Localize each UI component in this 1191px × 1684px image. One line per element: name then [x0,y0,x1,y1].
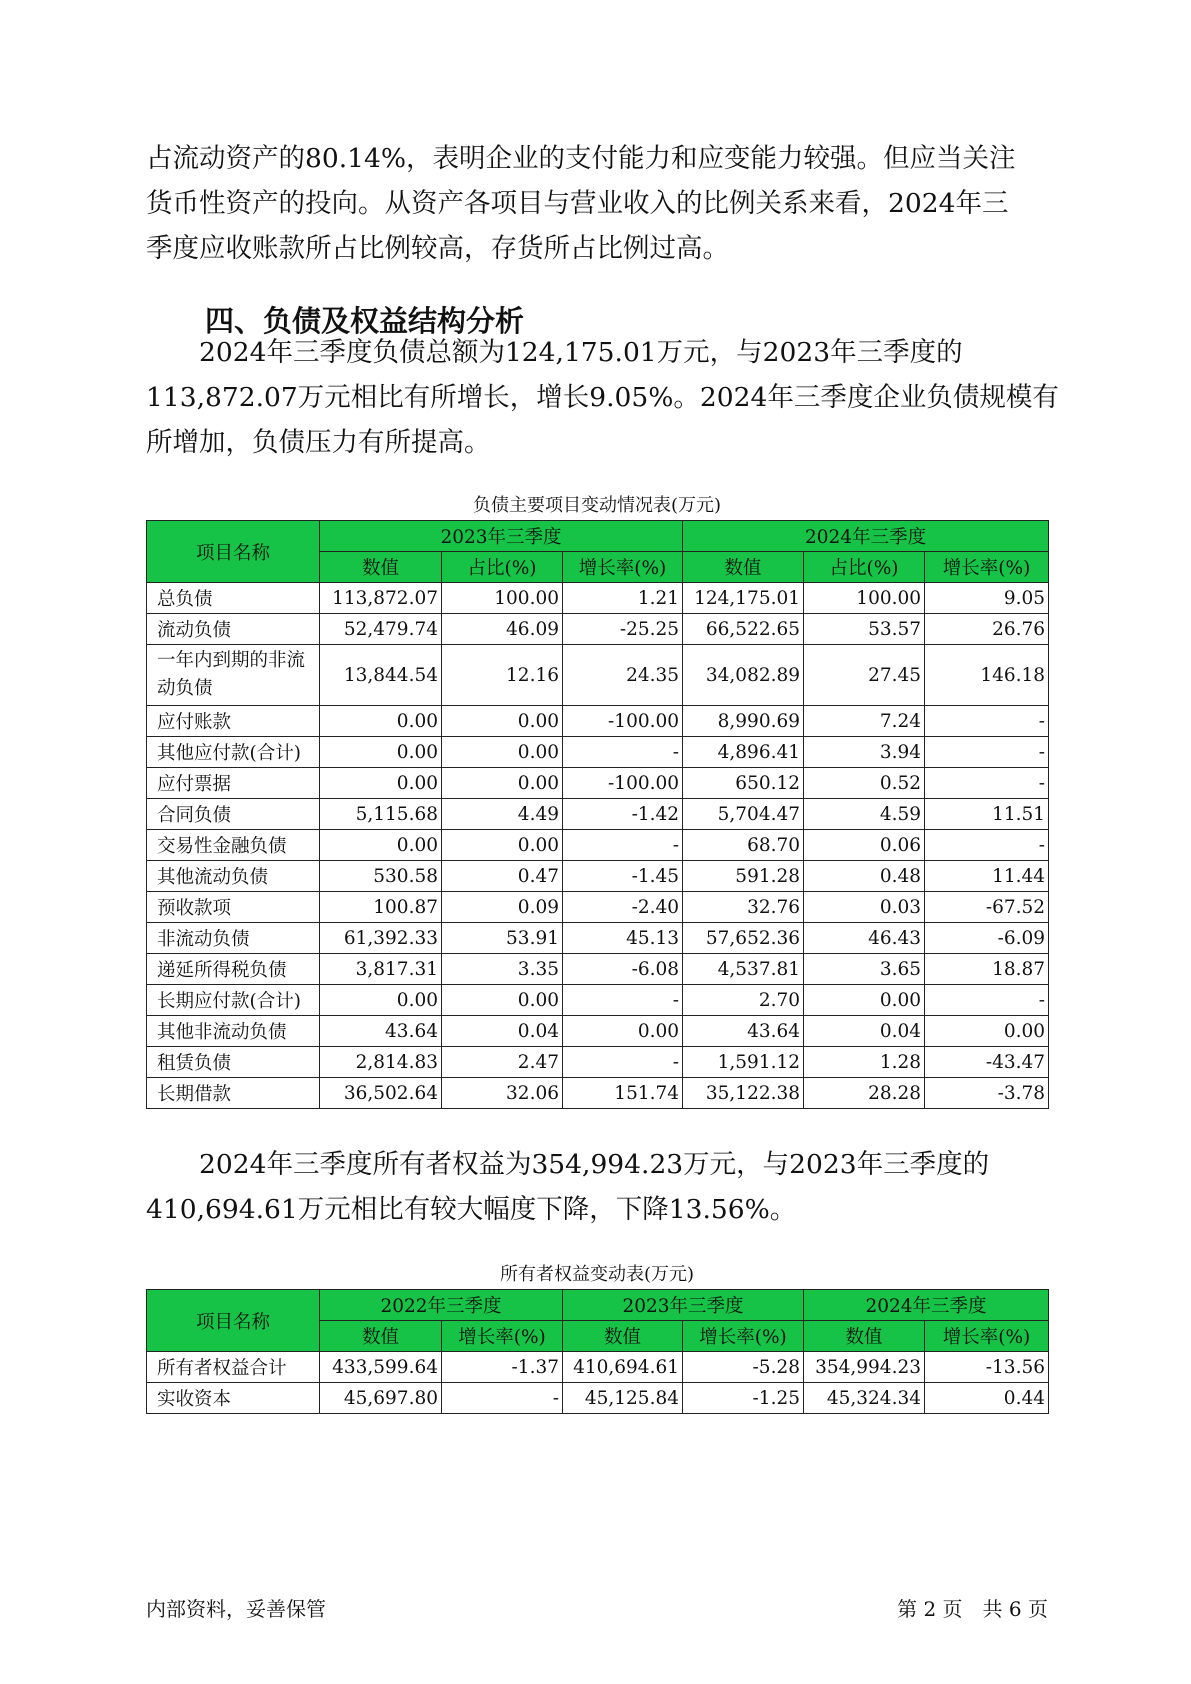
table-cell: 433,599.64 [320,1352,442,1383]
liability-table [146,520,1049,1109]
table-cell: 61,392.33 [320,923,442,954]
table-cell: 9.05 [925,583,1049,614]
table-cell: 45,324.34 [804,1383,925,1414]
table-cell: -2.40 [563,892,683,923]
table-row [147,1016,1049,1047]
table-row [147,830,1049,861]
table-cell: 100.00 [804,583,925,614]
table-cell: 151.74 [563,1078,683,1109]
table-cell: 46.09 [442,614,563,645]
table-cell: 12.16 [442,645,563,706]
sub-header: 占比(%) [804,552,925,583]
equity-table-body [147,1352,1049,1414]
table-cell: 0.00 [442,985,563,1016]
table-cell: 0.00 [804,985,925,1016]
table-cell: 68.70 [683,830,804,861]
liability-line: 所增加，负债压力有所提高。 [146,427,491,458]
table-cell: 53.57 [804,614,925,645]
table-row [147,1078,1049,1109]
sub-header: 占比(%) [442,552,563,583]
period-header: 2023年三季度 [563,1290,804,1321]
sub-header: 数值 [804,1321,925,1352]
table-cell: -3.78 [925,1078,1049,1109]
table-cell: -25.25 [563,614,683,645]
row-label: 流动负债 [147,614,320,645]
table-cell: 0.00 [563,1016,683,1047]
table-cell: -1.45 [563,861,683,892]
table-cell: -6.08 [563,954,683,985]
table-cell: 53.91 [442,923,563,954]
table-cell: 7.24 [804,706,925,737]
table-cell: -5.28 [683,1352,804,1383]
row-label: 长期借款 [147,1078,320,1109]
table-row [147,1352,1049,1383]
table-cell: 354,994.23 [804,1352,925,1383]
table-cell: 1.28 [804,1047,925,1078]
table-cell: 4,537.81 [683,954,804,985]
table-cell: 2,814.83 [320,1047,442,1078]
table-row [147,737,1049,768]
table-cell: -100.00 [563,768,683,799]
sub-header: 增长率(%) [925,552,1049,583]
liability-line: 113,872.07万元相比有所增长，增长9.05%。2024年三季度企业负债规模有 [146,382,1059,413]
table-cell: 1,591.12 [683,1047,804,1078]
table-cell: 0.00 [320,768,442,799]
table-cell: 11.51 [925,799,1049,830]
liability-paragraph [146,330,1059,465]
table-cell: 0.00 [320,706,442,737]
table-cell: 0.03 [804,892,925,923]
table-row [147,923,1049,954]
table-row [147,1047,1049,1078]
table-cell: 530.58 [320,861,442,892]
sub-header: 增长率(%) [563,552,683,583]
table-cell: 0.00 [442,737,563,768]
table-cell: - [442,1383,563,1414]
table-cell: 650.12 [683,768,804,799]
table-cell: 0.09 [442,892,563,923]
sub-header: 数值 [320,1321,442,1352]
table-cell: - [925,985,1049,1016]
table-cell: 57,652.36 [683,923,804,954]
table-row [147,645,1049,706]
table-cell: -100.00 [563,706,683,737]
table-cell: 0.06 [804,830,925,861]
table-cell: 0.00 [320,830,442,861]
row-label: 总负债 [147,583,320,614]
table-cell: 100.00 [442,583,563,614]
row-label: 交易性金融负债 [147,830,320,861]
table-cell: -13.56 [925,1352,1049,1383]
row-label: 实收资本 [147,1383,320,1414]
table-row [147,985,1049,1016]
row-label: 递延所得税负债 [147,954,320,985]
table-cell: 113,872.07 [320,583,442,614]
row-label: 预收款项 [147,892,320,923]
table-cell: -43.47 [925,1047,1049,1078]
sub-header: 数值 [320,552,442,583]
table-cell: 0.00 [442,706,563,737]
period-header: 2024年三季度 [683,521,1049,552]
table-cell: -67.52 [925,892,1049,923]
table-cell: 5,704.47 [683,799,804,830]
sub-header: 增长率(%) [925,1321,1049,1352]
table-cell: 66,522.65 [683,614,804,645]
table-cell: 146.18 [925,645,1049,706]
table-cell: 24.35 [563,645,683,706]
table-cell: 0.00 [442,768,563,799]
row-label: 其他非流动负债 [147,1016,320,1047]
table-cell: - [563,737,683,768]
table-cell: 32.06 [442,1078,563,1109]
table-cell: - [563,830,683,861]
table-cell: 27.45 [804,645,925,706]
table-cell: 2.47 [442,1047,563,1078]
table-cell: 4.49 [442,799,563,830]
table-cell: 4.59 [804,799,925,830]
table-row [147,768,1049,799]
table-row [147,583,1049,614]
table-cell: - [925,737,1049,768]
equity-line: 410,694.61万元相比有较大幅度下降，下降13.56%。 [146,1194,797,1225]
table-cell: 3.94 [804,737,925,768]
period-header: 2022年三季度 [320,1290,563,1321]
table-row [147,861,1049,892]
table-cell: - [925,706,1049,737]
table-row [147,1383,1049,1414]
name-column-header: 项目名称 [147,1290,320,1352]
table-cell: 1.21 [563,583,683,614]
sub-header: 增长率(%) [683,1321,804,1352]
table-cell: 28.28 [804,1078,925,1109]
liability-table-caption: 负债主要项目变动情况表(万元) [472,495,722,516]
table-cell: -6.09 [925,923,1049,954]
row-label: 应付账款 [147,706,320,737]
table-cell: 3.65 [804,954,925,985]
row-label: 一年内到期的非流动负债 [147,645,320,706]
table-cell: 2.70 [683,985,804,1016]
table-cell: 0.00 [925,1016,1049,1047]
table-cell: 0.52 [804,768,925,799]
table-cell: 43.64 [320,1016,442,1047]
table-cell: 52,479.74 [320,614,442,645]
intro-line: 季度应收账款所占比例较高，存货所占比例过高。 [146,233,729,264]
table-cell: 0.48 [804,861,925,892]
table-row [147,614,1049,645]
liability-line: 2024年三季度负债总额为124,175.01万元，与2023年三季度的 [199,337,963,368]
name-column-header: 项目名称 [147,521,320,583]
table-cell: -1.37 [442,1352,563,1383]
table-cell: 45,125.84 [563,1383,683,1414]
table-cell: -1.25 [683,1383,804,1414]
sub-header: 增长率(%) [442,1321,563,1352]
table-cell: 0.00 [320,985,442,1016]
intro-paragraph [146,136,1046,271]
table-cell: 0.44 [925,1383,1049,1414]
table-cell: 32.76 [683,892,804,923]
table-cell: 100.87 [320,892,442,923]
table-cell: 3,817.31 [320,954,442,985]
row-label: 长期应付款(合计) [147,985,320,1016]
table-cell: 3.35 [442,954,563,985]
table-cell: 410,694.61 [563,1352,683,1383]
equity-line: 2024年三季度所有者权益为354,994.23万元，与2023年三季度的 [199,1149,990,1180]
liability-table-body [147,583,1049,1109]
table-cell: -1.42 [563,799,683,830]
table-cell: 4,896.41 [683,737,804,768]
table-cell: 5,115.68 [320,799,442,830]
table-cell: 46.43 [804,923,925,954]
table-cell: 34,082.89 [683,645,804,706]
table-row [147,892,1049,923]
sub-header: 数值 [563,1321,683,1352]
table-cell: 43.64 [683,1016,804,1047]
table-cell: 0.00 [442,830,563,861]
table-cell: 35,122.38 [683,1078,804,1109]
period-header: 2024年三季度 [804,1290,1049,1321]
table-cell: - [925,830,1049,861]
row-label: 所有者权益合计 [147,1352,320,1383]
table-cell: 36,502.64 [320,1078,442,1109]
footer-confidential-note: 内部资料，妥善保管 [146,1597,326,1621]
equity-table-caption: 所有者权益变动表(万元) [499,1264,695,1285]
table-cell: 18.87 [925,954,1049,985]
table-cell: 45,697.80 [320,1383,442,1414]
table-cell: 591.28 [683,861,804,892]
table-cell: 45.13 [563,923,683,954]
row-label: 其他流动负债 [147,861,320,892]
period-header: 2023年三季度 [320,521,683,552]
table-cell: - [563,1047,683,1078]
equity-paragraph [146,1142,1046,1232]
table-cell: 8,990.69 [683,706,804,737]
table-cell: 13,844.54 [320,645,442,706]
equity-table [146,1289,1049,1414]
table-cell: 0.04 [442,1016,563,1047]
table-row [147,706,1049,737]
sub-header: 数值 [683,552,804,583]
table-cell: 0.47 [442,861,563,892]
table-cell: - [563,985,683,1016]
row-label: 非流动负债 [147,923,320,954]
table-cell: 0.00 [320,737,442,768]
table-cell: - [925,768,1049,799]
row-label: 应付票据 [147,768,320,799]
section-heading: 四、负债及权益结构分析 [205,304,525,338]
table-row [147,799,1049,830]
row-label: 其他应付款(合计) [147,737,320,768]
table-cell: 26.76 [925,614,1049,645]
table-cell: 11.44 [925,861,1049,892]
intro-line: 占流动资产的80.14%，表明企业的支付能力和应变能力较强。但应当关注 [146,143,1016,174]
row-label: 租赁负债 [147,1047,320,1078]
intro-line: 货币性资产的投向。从资产各项目与营业收入的比例关系来看，2024年三 [146,188,1009,219]
footer-page-number: 第 2 页 共 6 页 [897,1597,1048,1621]
table-row [147,954,1049,985]
table-cell: 124,175.01 [683,583,804,614]
table-cell: 0.04 [804,1016,925,1047]
row-label: 合同负债 [147,799,320,830]
